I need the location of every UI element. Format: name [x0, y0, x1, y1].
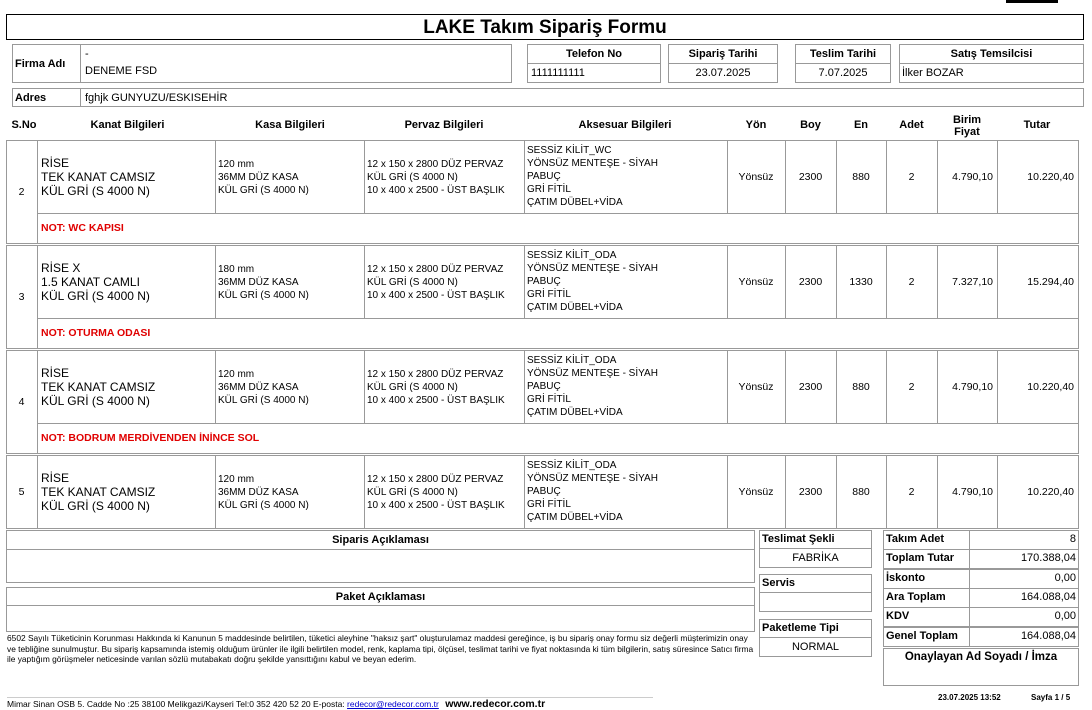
- row-en: 880: [852, 380, 870, 393]
- kanat-line: KÜL GRİ (S 4000 N): [41, 184, 150, 198]
- corner-mark: [1006, 0, 1058, 3]
- summary-label: KDV: [886, 610, 910, 622]
- row-sno: 2: [18, 185, 25, 198]
- row-kasa: [218, 158, 309, 197]
- kanat-line: TEK KANAT CAMSIZ: [41, 170, 156, 184]
- aksesuar-line: GRİ FİTİL: [527, 499, 571, 510]
- satis-temsilcisi-value: İlker BOZAR: [902, 67, 964, 79]
- row-kasa: [218, 473, 309, 512]
- aksesuar-line: GRİ FİTİL: [527, 289, 571, 300]
- row-kasa: [218, 263, 309, 302]
- footer-website: www.redecor.com.tr: [445, 698, 546, 710]
- kanat-line: KÜL GRİ (S 4000 N): [41, 394, 150, 408]
- teslim-tarihi-value: 7.07.2025: [818, 67, 868, 79]
- row-aksesuar: [527, 249, 658, 314]
- row-birim-fiyat: 4.790,10: [952, 485, 993, 498]
- kanat-line: RİSE: [41, 156, 70, 170]
- row-tutar: 10.220,40: [1027, 170, 1074, 183]
- aksesuar-line: GRİ FİTİL: [527, 184, 571, 195]
- row-kasa: [218, 368, 309, 407]
- row-kanat: [41, 261, 150, 303]
- col-birim-2: Fiyat: [954, 126, 980, 138]
- summary-label: İskonto: [886, 572, 926, 584]
- row-adet: 2: [908, 380, 915, 393]
- paketleme-label: Paketleme Tipi: [762, 622, 839, 634]
- col-aksesuar: Aksesuar Bilgileri: [578, 119, 672, 131]
- row-birim-fiyat: 7.327,10: [952, 275, 993, 288]
- summary-value: 0,00: [1054, 572, 1076, 584]
- firma-label: Firma Adı: [15, 58, 66, 70]
- kasa-line: KÜL GRİ (S 4000 N): [218, 185, 309, 196]
- kanat-line: RİSE: [41, 471, 70, 485]
- row-aksesuar: [527, 144, 658, 209]
- footer-address: [7, 698, 545, 710]
- col-kanat: Kanat Bilgileri: [90, 119, 165, 131]
- row-pervaz: [367, 158, 505, 197]
- row-yon: Yönsüz: [738, 275, 774, 288]
- pervaz-line: 12 x 150 x 2800 DÜZ PERVAZ: [367, 474, 504, 485]
- summary-value: 164.088,04: [1020, 630, 1076, 642]
- teslim-tarihi-label: Teslim Tarihi: [809, 48, 877, 60]
- aksesuar-line: ÇATIM DÜBEL+VİDA: [527, 197, 623, 208]
- kasa-line: 36MM DÜZ KASA: [218, 172, 299, 183]
- aksesuar-line: ÇATIM DÜBEL+VİDA: [527, 407, 623, 418]
- summary-label: Ara Toplam: [886, 591, 946, 603]
- row-kanat: [41, 156, 155, 198]
- aksesuar-line: GRİ FİTİL: [527, 394, 571, 405]
- row-adet: 2: [908, 170, 915, 183]
- col-kasa: Kasa Bilgileri: [255, 119, 325, 131]
- onay-label: Onaylayan Ad Soyadı / İmza: [904, 651, 1058, 663]
- kasa-line: 36MM DÜZ KASA: [218, 487, 299, 498]
- summary-label: Genel Toplam: [886, 630, 958, 642]
- aksesuar-line: SESSİZ KİLİT_ODA: [527, 355, 617, 366]
- page-number: Sayfa 1 / 5: [1031, 693, 1071, 702]
- kasa-line: 120 mm: [218, 159, 255, 170]
- row-en: 880: [852, 485, 870, 498]
- col-boy: Boy: [800, 119, 821, 131]
- telefon-label: Telefon No: [565, 48, 622, 60]
- row-aksesuar: [527, 459, 658, 524]
- aksesuar-line: SESSİZ KİLİT_ODA: [527, 250, 617, 261]
- kasa-line: KÜL GRİ (S 4000 N): [218, 395, 309, 406]
- aksesuar-line: PABUÇ: [527, 381, 561, 392]
- teslimat-value: FABRİKA: [792, 552, 839, 564]
- aksesuar-line: YÖNSÜZ MENTEŞE - SİYAH: [527, 263, 658, 274]
- teslimat-label: Teslimat Şekli: [762, 533, 835, 545]
- aksesuar-line: ÇATIM DÜBEL+VİDA: [527, 512, 623, 523]
- row-boy: 2300: [798, 380, 823, 393]
- summary-value: 170.388,04: [1020, 552, 1076, 564]
- kanat-line: TEK KANAT CAMSIZ: [41, 380, 156, 394]
- pervaz-line: 10 x 400 x 2500 - ÜST BAŞLIK: [367, 500, 505, 511]
- row-adet: 2: [908, 485, 915, 498]
- kanat-line: RİSE: [41, 366, 70, 380]
- pervaz-line: KÜL GRİ (S 4000 N): [367, 382, 458, 393]
- aksesuar-line: ÇATIM DÜBEL+VİDA: [527, 302, 623, 313]
- row-sno: 4: [18, 395, 25, 408]
- pervaz-line: KÜL GRİ (S 4000 N): [367, 487, 458, 498]
- servis-label: Servis: [762, 577, 796, 589]
- row-en: 1330: [849, 275, 873, 288]
- pervaz-line: 10 x 400 x 2500 - ÜST BAŞLIK: [367, 290, 505, 301]
- col-yon: Yön: [745, 119, 767, 131]
- aksesuar-line: PABUÇ: [527, 171, 561, 182]
- aksesuar-line: YÖNSÜZ MENTEŞE - SİYAH: [527, 368, 658, 379]
- pervaz-line: 12 x 150 x 2800 DÜZ PERVAZ: [367, 369, 504, 380]
- print-datetime: 23.07.2025 13:52: [938, 693, 1001, 702]
- kanat-line: RİSE X: [41, 261, 81, 275]
- firma-dash: -: [85, 48, 89, 60]
- aksesuar-line: PABUÇ: [527, 486, 561, 497]
- summary-value: 8: [1069, 533, 1076, 545]
- pervaz-line: 10 x 400 x 2500 - ÜST BAŞLIK: [367, 185, 505, 196]
- paketleme-value: NORMAL: [791, 641, 840, 653]
- siparis-tarihi-label: Sipariş Tarihi: [688, 48, 758, 60]
- row-yon: Yönsüz: [738, 380, 774, 393]
- row-kanat: [41, 366, 155, 408]
- aksesuar-line: YÖNSÜZ MENTEŞE - SİYAH: [527, 473, 658, 484]
- row-birim-fiyat: 4.790,10: [952, 170, 993, 183]
- row-note: NOT: BODRUM MERDİVENDEN İNİNCE SOL: [41, 432, 260, 444]
- aksesuar-line: PABUÇ: [527, 276, 561, 287]
- paket-aciklamasi-label: Paket Açıklaması: [335, 591, 426, 603]
- row-note: NOT: OTURMA ODASI: [41, 327, 151, 339]
- pervaz-line: KÜL GRİ (S 4000 N): [367, 172, 458, 183]
- summary-label: Takım Adet: [886, 533, 945, 545]
- row-birim-fiyat: 4.790,10: [952, 380, 993, 393]
- pervaz-line: KÜL GRİ (S 4000 N): [367, 277, 458, 288]
- kasa-line: 36MM DÜZ KASA: [218, 382, 299, 393]
- row-yon: Yönsüz: [738, 170, 774, 183]
- kanat-line: KÜL GRİ (S 4000 N): [41, 499, 150, 513]
- row-boy: 2300: [798, 275, 823, 288]
- col-tutar: Tutar: [1023, 119, 1051, 131]
- adres-value: fghjk GUNYUZU/ESKISEHİR: [85, 92, 228, 104]
- footer-email-link[interactable]: redecor@redecor.com.tr: [347, 699, 439, 709]
- pervaz-line: 12 x 150 x 2800 DÜZ PERVAZ: [367, 159, 504, 170]
- kanat-line: TEK KANAT CAMSIZ: [41, 485, 156, 499]
- kasa-line: 120 mm: [218, 474, 255, 485]
- row-note: NOT: WC KAPISI: [41, 222, 124, 234]
- page-title: LAKE Takım Sipariş Formu: [6, 14, 1084, 40]
- row-tutar: 15.294,40: [1027, 275, 1074, 288]
- row-adet: 2: [908, 275, 915, 288]
- aksesuar-line: SESSİZ KİLİT_ODA: [527, 460, 617, 471]
- siparis-aciklamasi-label: Siparis Açıklaması: [332, 534, 429, 546]
- col-en: En: [853, 119, 869, 131]
- legal-text: 6502 Sayılı Tüketicinin Korunması Hakkında ki Kanunun 5 maddesinde belirtilen, tüketici aleyhine "haksız şart" oluşturulamaz maddesi gereğince, iş bu sipariş onay formu siz değerli müşterimizin onay ve tebliğine sunulmuştur. Bu sipariş kapsamında istemiş olduğum ürünler ile ilgili belirtilen model, renk, kaplama tipi, ölçüsel, teslimat tarihi ve fiyat noktasında ki tüm bilgilerin, satış süresince Satıcı firma ile yaptığım görüşmeler neticesinde varılan sözlü mutabakatı doğru şekilde yansıttığını kabul ve beyan ederim.: [7, 633, 754, 665]
- row-pervaz: [367, 473, 505, 512]
- adres-label: Adres: [15, 92, 47, 104]
- row-aksesuar: [527, 354, 658, 419]
- kasa-line: 180 mm: [218, 264, 255, 275]
- row-boy: 2300: [798, 485, 823, 498]
- siparis-tarihi-value: 23.07.2025: [695, 67, 751, 79]
- summary-label: Toplam Tutar: [886, 552, 955, 564]
- firma-value: DENEME FSD: [85, 65, 158, 77]
- kanat-line: 1.5 KANAT CAMLI: [41, 275, 140, 289]
- footer-address-text: Mimar Sinan OSB 5. Cadde No :25 38100 Melikgazi/Kayseri Tel:0 352 420 52 20 E-posta:: [7, 699, 348, 709]
- pervaz-line: 10 x 400 x 2500 - ÜST BAŞLIK: [367, 395, 505, 406]
- kasa-line: KÜL GRİ (S 4000 N): [218, 290, 309, 301]
- col-pervaz: Pervaz Bilgileri: [404, 119, 484, 131]
- row-tutar: 10.220,40: [1027, 485, 1074, 498]
- row-sno: 5: [18, 485, 25, 498]
- col-adet: Adet: [899, 119, 924, 131]
- summary-value: 164.088,04: [1020, 591, 1076, 603]
- kasa-line: 36MM DÜZ KASA: [218, 277, 299, 288]
- row-kanat: [41, 471, 155, 513]
- col-birim-1: Birim: [952, 114, 982, 126]
- satis-temsilcisi-label: Satış Temsilcisi: [950, 48, 1033, 60]
- row-boy: 2300: [798, 170, 823, 183]
- row-sno: 3: [18, 290, 25, 303]
- row-en: 880: [852, 170, 870, 183]
- pervaz-line: 12 x 150 x 2800 DÜZ PERVAZ: [367, 264, 504, 275]
- aksesuar-line: YÖNSÜZ MENTEŞE - SİYAH: [527, 158, 658, 169]
- kasa-line: 120 mm: [218, 369, 255, 380]
- row-tutar: 10.220,40: [1027, 380, 1074, 393]
- summary-value: 0,00: [1054, 610, 1076, 622]
- row-pervaz: [367, 263, 505, 302]
- row-yon: Yönsüz: [738, 485, 774, 498]
- aksesuar-line: SESSİZ KİLİT_WC: [527, 145, 612, 156]
- kasa-line: KÜL GRİ (S 4000 N): [218, 500, 309, 511]
- kanat-line: KÜL GRİ (S 4000 N): [41, 289, 150, 303]
- telefon-value: 1111111111: [531, 67, 585, 79]
- row-pervaz: [367, 368, 505, 407]
- col-sno: S.No: [11, 119, 37, 131]
